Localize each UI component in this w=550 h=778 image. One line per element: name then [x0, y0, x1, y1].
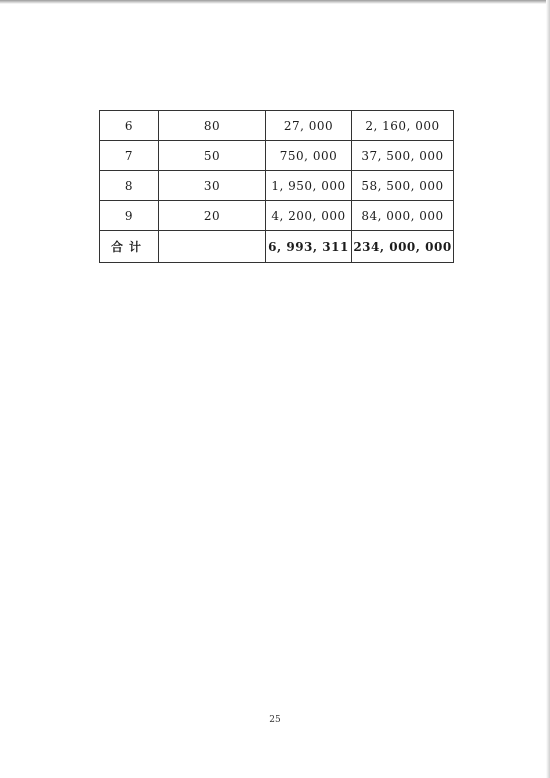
table-cell: 37, 500, 000 — [352, 141, 454, 171]
table-cell — [159, 231, 266, 263]
table-cell: 7 — [100, 141, 159, 171]
table-row — [100, 171, 454, 201]
data-table — [99, 110, 454, 263]
scan-top-shadow — [0, 0, 550, 4]
table-cell: 84, 000, 000 — [352, 201, 454, 231]
table-cell: 20 — [159, 201, 266, 231]
table-cell: 58, 500, 000 — [352, 171, 454, 201]
table-cell: 750, 000 — [266, 141, 352, 171]
table-cell: 27, 000 — [266, 111, 352, 141]
table-row — [100, 141, 454, 171]
table-cell: 30 — [159, 171, 266, 201]
table-cell: 80 — [159, 111, 266, 141]
total-cell: 234, 000, 000 — [352, 231, 454, 263]
table-total-row — [100, 231, 454, 263]
table-cell: 50 — [159, 141, 266, 171]
table-cell: 1, 950, 000 — [266, 171, 352, 201]
table-cell: 8 — [100, 171, 159, 201]
scan-right-edge — [546, 0, 550, 778]
page-number: 25 — [269, 715, 281, 725]
table-cell: 4, 200, 000 — [266, 201, 352, 231]
total-label: 合计 — [100, 231, 159, 263]
table-row — [100, 201, 454, 231]
table-row — [100, 111, 454, 141]
table-cell: 9 — [100, 201, 159, 231]
table-cell: 6 — [100, 111, 159, 141]
total-cell: 6, 993, 311 — [266, 231, 352, 263]
table-cell: 2, 160, 000 — [352, 111, 454, 141]
